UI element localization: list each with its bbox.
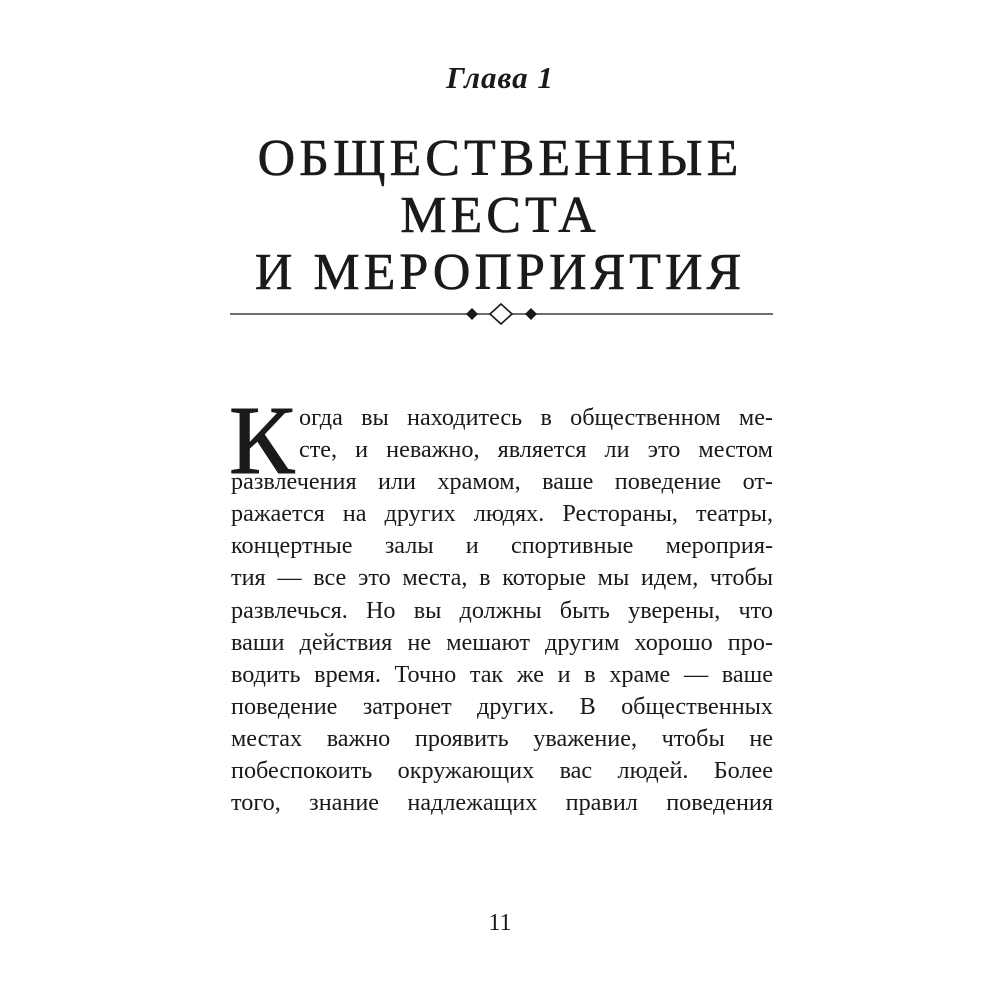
diamond-rule-ornament-icon (230, 302, 773, 326)
paragraph-line: тия — все это места, в которые мы идем, чтобы (231, 564, 773, 592)
paragraph-line: развлечения или храмом, ваше поведение от- (231, 468, 773, 496)
paragraph-line: развлечься. Но вы должны быть уверены, что (231, 596, 773, 624)
paragraph-line: водить время. Точно так же и в храме — ваше (231, 660, 773, 688)
paragraph-line: ражается на других людях. Рестораны, театры, (231, 500, 773, 528)
drop-cap-letter: К (229, 387, 295, 495)
chapter-title-line: ОБЩЕСТВЕННЫЕ (257, 130, 743, 187)
body-paragraph (231, 402, 773, 819)
chapter-title-line: МЕСТА (400, 187, 600, 244)
chapter-title (0, 130, 1000, 301)
chapter-label: Глава 1 (446, 60, 554, 95)
paragraph-line: того, знание надлежащих правил поведения (231, 789, 773, 817)
paragraph-line: ваши действия не мешают другим хорошо про- (231, 628, 773, 656)
paragraph-line: сте, и неважно, является ли это местом (299, 436, 773, 464)
page-number: 11 (488, 910, 512, 936)
paragraph-line: поведение затронет других. В общественных (231, 692, 773, 720)
paragraph-line: местах важно проявить уважение, чтобы не (231, 724, 773, 752)
paragraph-line: огда вы находитесь в общественном ме- (299, 404, 773, 431)
chapter-title-line: И МЕРОПРИЯТИЯ (254, 244, 746, 301)
paragraph-line: концертные залы и спортивные мероприя- (231, 532, 773, 560)
paragraph-line: побеспокоить окружающих вас людей. Более (231, 757, 773, 785)
